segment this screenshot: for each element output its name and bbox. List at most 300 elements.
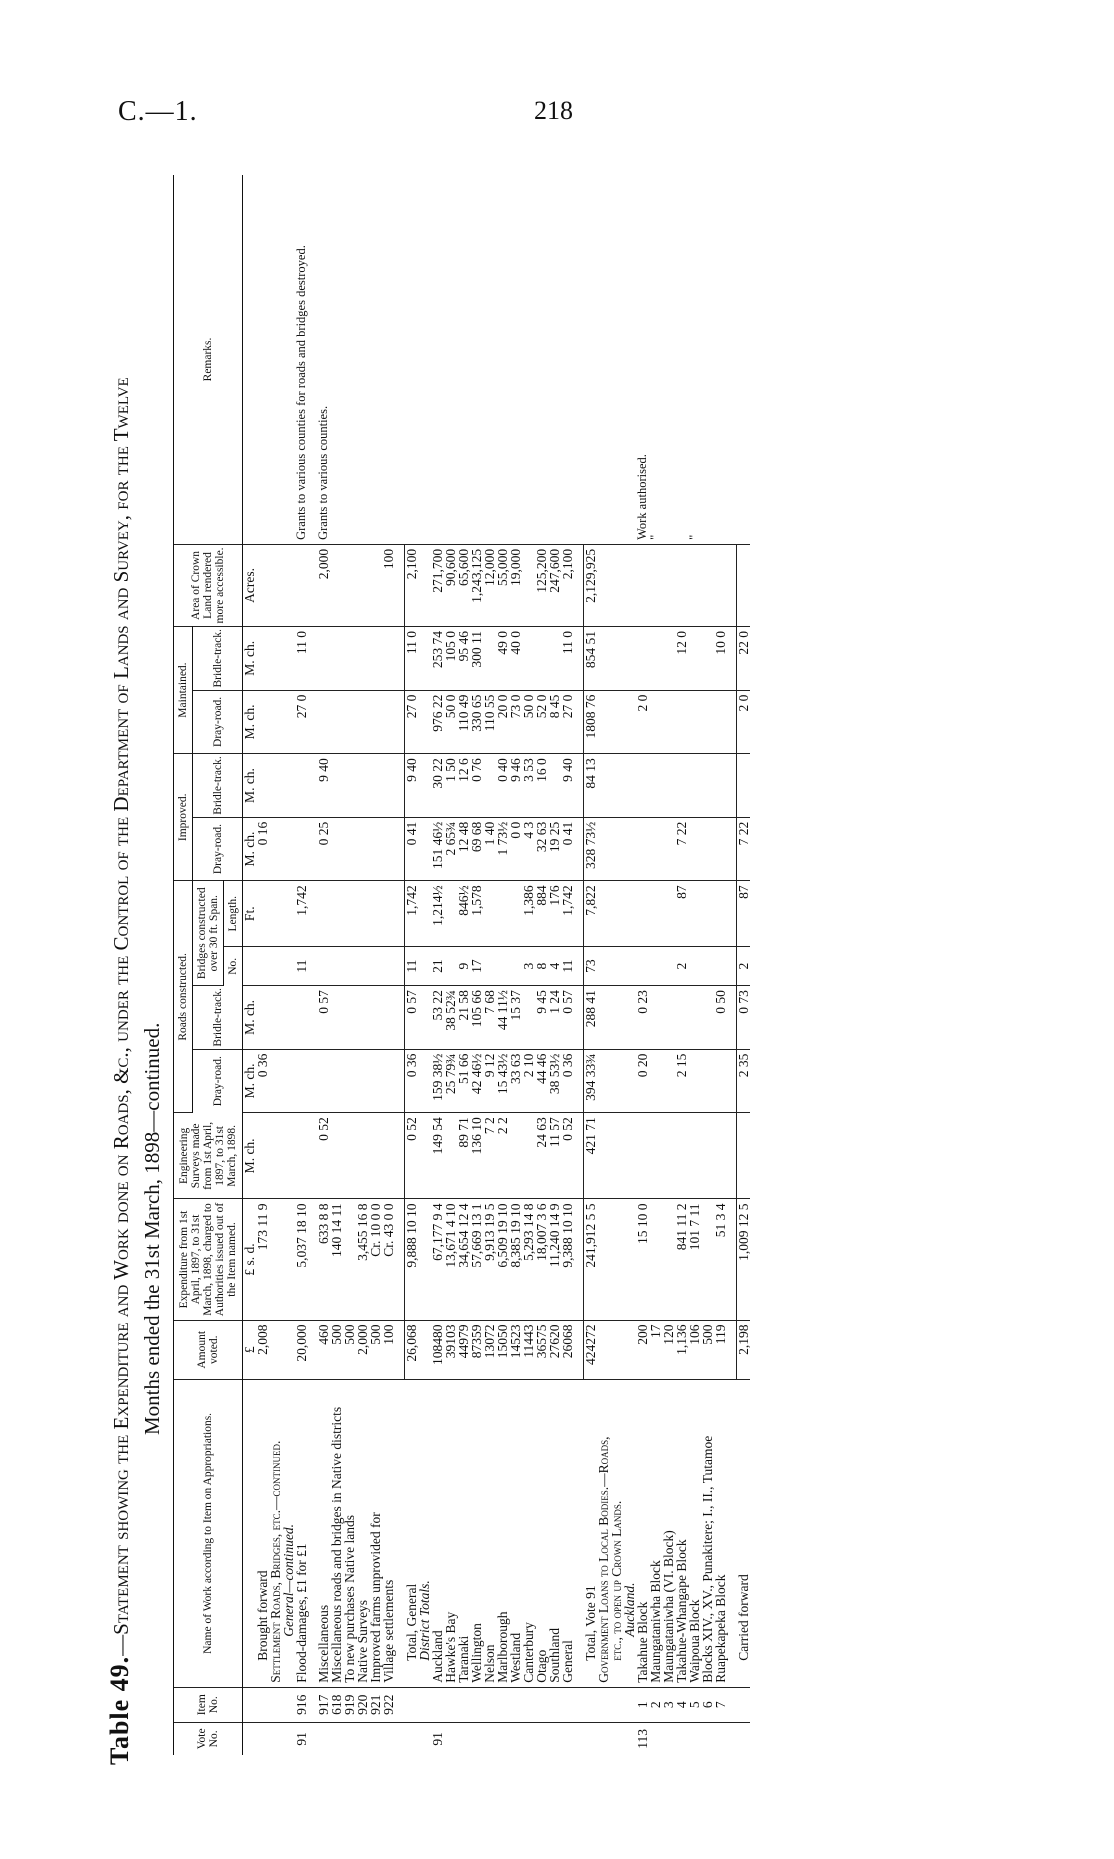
cell-exp: 67,177 9 4 (431, 1199, 444, 1320)
cell-item: 916 (295, 1687, 308, 1722)
cell-vote (548, 1722, 561, 1755)
cell-remarks (584, 175, 598, 544)
cell-amount: 2,008 (256, 1320, 269, 1380)
cell-exp: 34,654 12 4 (457, 1199, 470, 1320)
cell-im-dray (610, 817, 623, 881)
cell-mt-bridle: 105 0 (444, 626, 457, 690)
cell-area: 2,100 (405, 544, 419, 626)
cell-rc-bridle: 1 24 (548, 986, 561, 1050)
cell-mt-dray (649, 690, 662, 754)
cell-item: 4 (675, 1687, 688, 1722)
cell-rc-dray: 9 12 (483, 1049, 496, 1113)
table-row (636, 175, 649, 1755)
cell-area (675, 544, 688, 626)
cell-amount: 26068 (561, 1320, 574, 1380)
cell-mt-bridle: 10 0 (714, 626, 727, 690)
cell-rc-bridle (597, 986, 610, 1050)
cell-im-bridle (369, 754, 382, 818)
cell-vote (470, 1722, 483, 1755)
cell-mt-dray (382, 690, 395, 754)
cell-mt-dray: 1808 76 (584, 690, 598, 754)
cell-mt-dray (662, 690, 675, 754)
cell-remarks (483, 175, 496, 544)
cell-exp (649, 1199, 662, 1320)
cell-area (597, 544, 610, 626)
cell-mt-dray (701, 690, 714, 754)
unit-cell (243, 175, 257, 544)
table-row (431, 175, 444, 1755)
cell-name: Blocks XIV., XV., Punakitere; I., II., Tutamoe (701, 1380, 714, 1688)
cell-area (356, 544, 369, 626)
cell-vote (737, 1722, 751, 1755)
cell-im-bridle (623, 754, 636, 818)
cell-bridges-no (343, 947, 356, 986)
cell-remarks (561, 175, 574, 544)
cell-surveys (597, 1113, 610, 1199)
unit-area: Acres. (243, 544, 257, 626)
cell-remarks (737, 175, 751, 544)
cell-remarks (269, 175, 282, 544)
cell-rc-bridle: 0 23 (636, 986, 649, 1050)
cell-item (597, 1687, 610, 1722)
cell-rc-dray (714, 1049, 727, 1113)
page-header (0, 96, 1114, 136)
cell-bridges-len (701, 881, 714, 947)
cell-mt-bridle (269, 626, 282, 690)
cell-name: Maungataniwha (VI. Block) (662, 1380, 675, 1688)
cell-mt-bridle: 300 11 (470, 626, 483, 690)
cell-remarks: " (688, 175, 701, 544)
cell-item (610, 1687, 623, 1722)
cell-mt-bridle: 11 0 (295, 626, 308, 690)
cell-area (688, 544, 701, 626)
cell-mt-bridle (688, 626, 701, 690)
cell-amount: 200 (636, 1320, 649, 1380)
cell-surveys: 0 52 (561, 1113, 574, 1199)
cell-rc-dray: 38 53½ (548, 1049, 561, 1113)
cell-rc-bridle (295, 986, 308, 1050)
expenditure-table (173, 175, 750, 1755)
cell-mt-dray (688, 690, 701, 754)
cell-im-dray (636, 817, 649, 881)
cell-im-bridle (343, 754, 356, 818)
cell-mt-dray (675, 690, 688, 754)
unit-im-dray: M. ch. (243, 817, 257, 881)
cell-name: Improved farms unprovided for (369, 1380, 382, 1688)
cell-amount: 2,000 (356, 1320, 369, 1380)
cell-amount: 36575 (535, 1320, 548, 1380)
cell-vote (610, 1722, 623, 1755)
cell-rc-dray (597, 1049, 610, 1113)
cell-im-dray: 32 63 (535, 817, 548, 881)
cell-vote (395, 1722, 405, 1755)
cell-item (535, 1687, 548, 1722)
cell-surveys (737, 1113, 751, 1199)
cell-name: Flood-damages, £1 for £1 (295, 1380, 308, 1688)
cell-im-dray (356, 817, 369, 881)
cell-vote (535, 1722, 548, 1755)
cell-mt-dray: 2 0 (737, 690, 751, 754)
cell-mt-bridle (522, 626, 535, 690)
cell-rc-bridle: 0 57 (405, 986, 419, 1050)
total-row (737, 175, 751, 1755)
cell-bridges-len (483, 881, 496, 947)
cell-rc-bridle (269, 986, 282, 1050)
cell-rc-bridle: 0 57 (317, 986, 330, 1050)
col-rc-bridle: Bridle-track. (193, 986, 243, 1050)
cell-vote (483, 1722, 496, 1755)
cell-mt-dray (317, 690, 330, 754)
section-heading-row (269, 175, 282, 1755)
section-heading-row (610, 175, 623, 1755)
table-row (675, 175, 688, 1755)
cell-exp: 5,293 14 8 (522, 1199, 535, 1320)
cell-im-dray (649, 817, 662, 881)
cell-mt-dray (356, 690, 369, 754)
cell-amount: 2,198 (737, 1320, 751, 1380)
cell-remarks (470, 175, 483, 544)
cell-im-dray (343, 817, 356, 881)
cell-rc-bridle (256, 986, 269, 1050)
cell-im-bridle (737, 754, 751, 818)
cell-amount: 27620 (548, 1320, 561, 1380)
cell-vote (317, 1722, 330, 1755)
cell-rc-bridle: 0 50 (714, 986, 727, 1050)
cell-im-bridle (597, 754, 610, 818)
cell-mt-dray: 27 0 (405, 690, 419, 754)
cell-amount: 500 (330, 1320, 343, 1380)
cell-im-bridle (382, 754, 395, 818)
table-row (496, 175, 509, 1755)
cell-rc-dray (343, 1049, 356, 1113)
cell-exp: 101 7 11 (688, 1199, 701, 1320)
cell-im-dray (295, 817, 308, 881)
cell-exp: 51 3 4 (714, 1199, 727, 1320)
cell-rc-bridle: 7 68 (483, 986, 496, 1050)
col-name: Name of Work according to Item on Appropriations. (174, 1380, 243, 1688)
cell-surveys: 7 2 (483, 1113, 496, 1199)
cell-area (295, 544, 308, 626)
cell-im-dray: 151 46½ (431, 817, 444, 881)
cell-mt-dray: 976 22 (431, 690, 444, 754)
cell-im-dray: 1 73½ (496, 817, 509, 881)
cell-rc-bridle (343, 986, 356, 1050)
cell-vote (444, 1722, 457, 1755)
cell-bridges-len (317, 881, 330, 947)
cell-name: Village settlements (382, 1380, 395, 1688)
unit-rc-dray: M. ch. (243, 1049, 257, 1113)
cell-area: 90,600 (444, 544, 457, 626)
cell-vote (496, 1722, 509, 1755)
cell-rc-dray: 25 79¾ (444, 1049, 457, 1113)
table-row (470, 175, 483, 1755)
cell-mt-bridle: 253 74 (431, 626, 444, 690)
table-row (701, 175, 714, 1755)
cell-name: To new purchases Native lands (343, 1380, 356, 1688)
cell-name: Settlement Roads, Bridges, etc.—continued. (269, 1380, 282, 1688)
cell-item: 1 (636, 1687, 649, 1722)
cell-mt-dray (597, 690, 610, 754)
cell-rc-dray: 0 36 (256, 1049, 269, 1113)
cell-area: 19,000 (509, 544, 522, 626)
cell-item (496, 1687, 509, 1722)
cell-bridges-len (636, 881, 649, 947)
col-bridges-length: Length. (224, 881, 243, 947)
cell-rc-bridle (330, 986, 343, 1050)
cell-bridges-len (623, 881, 636, 947)
cell-bridges-len (688, 881, 701, 947)
cell-bridges-len: 1,386 (522, 881, 535, 947)
cell-item (522, 1687, 535, 1722)
cell-surveys (356, 1113, 369, 1199)
cell-rc-dray (382, 1049, 395, 1113)
unit-amount: £ (243, 1320, 257, 1380)
cell-vote (269, 1722, 282, 1755)
unit-length: Ft. (243, 881, 257, 947)
col-item: Item No. (174, 1687, 243, 1722)
cell-item (256, 1687, 269, 1722)
cell-amount: 87359 (470, 1320, 483, 1380)
cell-amount: 500 (343, 1320, 356, 1380)
cell-surveys: 0 52 (405, 1113, 419, 1199)
cell-exp: 633 8 8 (317, 1199, 330, 1320)
cell-im-dray: 0 25 (317, 817, 330, 881)
cell-mt-dray: 110 49 (457, 690, 470, 754)
cell-area (636, 544, 649, 626)
cell-bridges-no: 4 (548, 947, 561, 986)
cell-surveys (636, 1113, 649, 1199)
cell-rc-dray: 2 15 (675, 1049, 688, 1113)
cell-item: 2 (649, 1687, 662, 1722)
cell-exp: 8,385 19 10 (509, 1199, 522, 1320)
cell-im-dray: 328 73½ (584, 817, 598, 881)
cell-amount: 17 (649, 1320, 662, 1380)
cell-amount: 460 (317, 1320, 330, 1380)
cell-surveys (330, 1113, 343, 1199)
cell-im-bridle (714, 754, 727, 818)
cell-vote (522, 1722, 535, 1755)
cell-bridges-len: 1,214½ (431, 881, 444, 947)
cell-surveys (701, 1113, 714, 1199)
cell-rc-bridle (382, 986, 395, 1050)
cell-mt-bridle: 11 0 (561, 626, 574, 690)
cell-exp (610, 1199, 623, 1320)
cell-bridges-no: 21 (431, 947, 444, 986)
cell-area (269, 544, 282, 626)
cell-area (343, 544, 356, 626)
cell-remarks (343, 175, 356, 544)
cell-remarks (597, 175, 610, 544)
col-bridges-no: No. (224, 947, 243, 986)
cell-rc-dray (308, 1049, 317, 1113)
cell-surveys: 24 63 (535, 1113, 548, 1199)
cell-amount: 44979 (457, 1320, 470, 1380)
cell-vote (701, 1722, 714, 1755)
cell-bridges-no (496, 947, 509, 986)
table-number: Table 49. (105, 1655, 134, 1765)
cell-mt-dray: 8 45 (548, 690, 561, 754)
cell-vote (574, 1722, 584, 1755)
cell-surveys (382, 1113, 395, 1199)
cell-im-bridle: 9 40 (561, 754, 574, 818)
cell-item: 3 (662, 1687, 675, 1722)
cell-area: 125,200 (535, 544, 548, 626)
cell-vote (369, 1722, 382, 1755)
cell-vote (509, 1722, 522, 1755)
cell-exp: 841 11 2 (675, 1199, 688, 1320)
cell-bridges-len (714, 881, 727, 947)
cell-amount (597, 1320, 610, 1380)
cell-amount: 108480 (431, 1320, 444, 1380)
cell-amount: 500 (369, 1320, 382, 1380)
cell-im-bridle: 0 40 (496, 754, 509, 818)
cell-bridges-no (369, 947, 382, 986)
cell-area (662, 544, 675, 626)
unit-im-bridle: M. ch. (243, 754, 257, 818)
cell-vote (649, 1722, 662, 1755)
cell-remarks (395, 175, 405, 544)
caption-line-2: Months ended the 31st March, 1898—continued. (140, 1022, 164, 1435)
cell-mt-bridle: 854 51 (584, 626, 598, 690)
cell-remarks: " (649, 175, 662, 544)
cell-mt-dray (714, 690, 727, 754)
cell-surveys (675, 1113, 688, 1199)
cell-exp: 173 11 9 (256, 1199, 269, 1320)
cell-area: 2,129,925 (584, 544, 598, 626)
col-im-bridle: Bridle-track. (193, 754, 243, 818)
cell-surveys (649, 1113, 662, 1199)
col-maintained: Maintained. (174, 626, 193, 753)
cell-name: Waipoua Block (688, 1380, 701, 1688)
page-number: 218 (534, 96, 573, 125)
cell-rc-bridle: 9 45 (535, 986, 548, 1050)
table-row (343, 175, 356, 1755)
cell-rc-dray (649, 1049, 662, 1113)
cell-exp: 57,669 13 1 (470, 1199, 483, 1320)
cell-rc-bridle: 44 11½ (496, 986, 509, 1050)
cell-bridges-no (649, 947, 662, 986)
cell-remarks (405, 175, 419, 544)
cell-rc-dray: 159 38½ (431, 1049, 444, 1113)
cell-im-dray (369, 817, 382, 881)
unit-rc-bridle: M. ch. (243, 986, 257, 1050)
cell-im-bridle (330, 754, 343, 818)
cell-mt-bridle: 11 0 (405, 626, 419, 690)
cell-rc-dray (701, 1049, 714, 1113)
cell-mt-bridle (382, 626, 395, 690)
cell-item (561, 1687, 574, 1722)
cell-remarks (714, 175, 727, 544)
cell-mt-dray: 2 0 (636, 690, 649, 754)
cell-remarks (548, 175, 561, 544)
cell-im-dray (714, 817, 727, 881)
cell-vote (382, 1722, 395, 1755)
unit-exp: £ s. d. (243, 1199, 257, 1320)
cell-amount: 424272 (584, 1320, 598, 1380)
cell-amount: 39103 (444, 1320, 457, 1380)
units-row (243, 175, 257, 1755)
cell-name: Wellington (470, 1380, 483, 1688)
cell-mt-dray: 73 0 (509, 690, 522, 754)
cell-area (649, 544, 662, 626)
col-mt-bridle: Bridle-track. (193, 626, 243, 690)
unit-surveys: M. ch. (243, 1113, 257, 1199)
cell-bridges-no (256, 947, 269, 986)
cell-surveys: 136 10 (470, 1113, 483, 1199)
cell-remarks (330, 175, 343, 544)
cell-rc-bridle (675, 986, 688, 1050)
cell-item: 922 (382, 1687, 395, 1722)
cell-mt-dray: 50 0 (522, 690, 535, 754)
cell-remarks (256, 175, 269, 544)
total-row (405, 175, 419, 1755)
cell-area: 2,100 (561, 544, 574, 626)
cell-name: Marlborough (496, 1380, 509, 1688)
cell-surveys (727, 1113, 737, 1199)
cell-bridges-no: 73 (584, 947, 598, 986)
cell-surveys: 89 71 (457, 1113, 470, 1199)
cell-im-bridle (610, 754, 623, 818)
cell-im-dray: 0 16 (256, 817, 269, 881)
cell-bridges-no (636, 947, 649, 986)
col-improved: Improved. (174, 754, 193, 881)
cell-item (444, 1687, 457, 1722)
cell-remarks (574, 175, 584, 544)
cell-bridges-no: 2 (675, 947, 688, 986)
cell-item (737, 1687, 751, 1722)
cell-rc-dray: 33 63 (509, 1049, 522, 1113)
cell-exp: 6,509 19 10 (496, 1199, 509, 1320)
table-row (561, 175, 574, 1755)
cell-name: Takahue Block (636, 1380, 649, 1688)
total-row (584, 175, 598, 1755)
cell-item: 921 (369, 1687, 382, 1722)
cell-remarks (522, 175, 535, 544)
cell-bridges-no (701, 947, 714, 986)
caption-line-1: —Statement showing the Expenditure and Work done on Roads, &c., under the Control of the Department of Lands and Survey, for the Twelve (109, 377, 133, 1656)
cell-name: Nelson (483, 1380, 496, 1688)
cell-im-bridle: 0 76 (470, 754, 483, 818)
cell-vote (405, 1722, 419, 1755)
col-remarks: Remarks. (174, 175, 243, 544)
cell-name: General—continued. (282, 1380, 295, 1688)
cell-im-bridle (675, 754, 688, 818)
cell-area: 100 (382, 544, 395, 626)
cell-rc-bridle (369, 986, 382, 1050)
table-row (369, 175, 382, 1755)
cell-name: etc., to open up Crown Lands. (610, 1380, 623, 1688)
cell-bridges-len: 1,742 (295, 881, 308, 947)
table-row (714, 175, 727, 1755)
cell-item (483, 1687, 496, 1722)
cell-item (470, 1687, 483, 1722)
cell-name: District Totals. (418, 1380, 431, 1688)
cell-bridges-len: 87 (675, 881, 688, 947)
cell-mt-bridle: 40 0 (509, 626, 522, 690)
cell-rc-dray: 0 20 (636, 1049, 649, 1113)
cell-vote (256, 1722, 269, 1755)
cell-bridges-no: 17 (470, 947, 483, 986)
cell-exp: 11,240 14 9 (548, 1199, 561, 1320)
col-bridges: Bridges constructed over 30 ft. Span. (193, 881, 224, 986)
cell-remarks (356, 175, 369, 544)
cell-mt-dray (610, 690, 623, 754)
cell-bridges-len (369, 881, 382, 947)
cell-mt-dray (330, 690, 343, 754)
cell-name: Carried forward (737, 1380, 751, 1688)
table-row (382, 175, 395, 1755)
cell-area: 55,000 (496, 544, 509, 626)
